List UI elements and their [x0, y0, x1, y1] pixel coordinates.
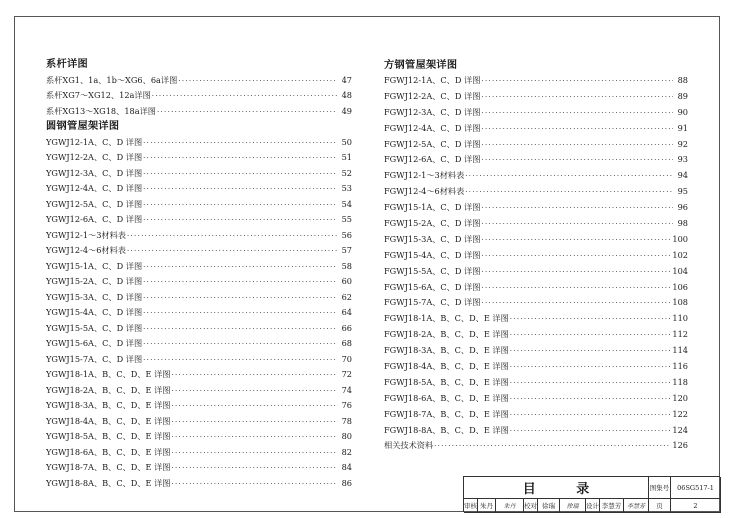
toc-entry-label: YGWJ15-1A、C、D 详图 — [46, 260, 143, 271]
dot-leader — [510, 392, 672, 408]
toc-entry-page: 84 — [341, 462, 352, 472]
toc-entry-page: 66 — [341, 322, 352, 333]
toc-entry-page: 82 — [341, 446, 352, 457]
dot-leader — [143, 213, 337, 229]
toc-entry-label: YGWJ15-7A、C、D 详图 — [46, 353, 143, 364]
toc-entry-page: 104 — [672, 265, 688, 276]
toc-entry-label: YGWJ18-8A、B、C、D、E 详图 — [46, 477, 171, 488]
toc-entry-page: 62 — [341, 291, 352, 302]
toc-entry — [384, 216, 688, 232]
toc-entry-label: YGWJ12-4～6材料表 — [46, 245, 126, 255]
toc-entry — [46, 305, 352, 321]
dot-leader — [143, 306, 337, 322]
toc-entry-page: 74 — [341, 384, 352, 395]
dot-leader — [143, 167, 337, 183]
dot-leader — [143, 260, 337, 276]
dot-leader — [143, 353, 337, 369]
dot-leader — [127, 229, 337, 245]
toc-entry-label: FGWJ12-4～6材料表 — [384, 186, 465, 197]
toc-entry-label: FGWJ12-4A、C、D 详图 — [384, 122, 481, 133]
toc-entry-label: YGWJ12-1～3材料表 — [46, 229, 126, 240]
section-title: 圆钢管屋架详图 — [46, 120, 120, 132]
toc-entry-page: 76 — [341, 400, 352, 410]
toc-entry-page: 94 — [677, 170, 688, 181]
toc-entry-label: YGWJ18-7A、B、C、D、E 详图 — [46, 462, 171, 472]
dot-leader — [172, 415, 338, 431]
toc-entry-page: 91 — [677, 122, 688, 133]
toc-entry-page: 112 — [672, 329, 688, 340]
toc-entry-label: YGWJ18-5A、B、C、D、E 详图 — [46, 431, 171, 441]
toc-entry-label: YGWJ18-1A、B、C、D、E 详图 — [46, 369, 171, 379]
dot-leader — [143, 198, 337, 214]
toc-entry — [46, 367, 352, 383]
toc-entry-page: 49 — [341, 105, 352, 116]
toc-entry — [46, 352, 352, 368]
toc-entry — [46, 321, 352, 337]
toc-entry-label: FGWJ15-4A、C、D 详图 — [384, 249, 481, 260]
toc-entry-label: YGWJ12-5A、C、D 详图 — [46, 198, 143, 209]
dot-leader — [434, 439, 671, 455]
toc-entry — [384, 152, 688, 168]
toc-entry-label: FGWJ18-6A、B、C、D、E 详图 — [384, 392, 509, 403]
toc-entry — [384, 137, 688, 153]
toc-entry-label: YGWJ15-4A、C、D 详图 — [46, 307, 143, 317]
toc-entry — [46, 445, 352, 461]
dot-leader — [143, 322, 337, 338]
toc-entry — [384, 311, 688, 327]
toc-entry — [46, 243, 352, 259]
dot-leader — [172, 477, 338, 493]
dot-leader — [143, 182, 337, 198]
toc-entry-label: FGWJ15-3A、C、D 详图 — [384, 233, 481, 244]
toc-entry-label: FGWJ15-7A、C、D 详图 — [384, 297, 481, 308]
toc-entry — [46, 135, 352, 151]
section-title: 系杆详图 — [46, 58, 88, 70]
toc-entry-page: 48 — [341, 90, 352, 100]
check-label: 校对 — [524, 499, 538, 513]
toc-entry-page: 56 — [341, 229, 352, 240]
toc-entry — [46, 274, 352, 290]
toc-entry-page: 126 — [672, 440, 688, 451]
toc-entry-label: YGWJ15-5A、C、D 详图 — [46, 322, 143, 333]
dot-leader — [172, 446, 338, 462]
toc-entry — [46, 212, 352, 228]
toc-entry-page: 55 — [341, 214, 352, 224]
dot-leader — [172, 399, 338, 415]
toc-entry — [46, 383, 352, 399]
toc-entry-page: 90 — [677, 106, 688, 117]
dot-leader — [481, 106, 673, 122]
toc-entry — [384, 391, 688, 407]
page-number: 2 — [671, 499, 721, 513]
toc-entry-label: FGWJ12-2A、C、D 详图 — [384, 90, 481, 101]
toc-entry — [46, 460, 352, 476]
toc-entry — [46, 290, 352, 306]
dot-leader — [143, 151, 337, 167]
dot-leader — [127, 244, 337, 260]
dot-leader — [172, 368, 338, 384]
dot-leader — [510, 328, 672, 344]
toc-entry-page: 86 — [341, 477, 352, 488]
toc-entry — [384, 375, 688, 391]
toc-right-column — [384, 57, 688, 454]
toc-entry-page: 100 — [672, 233, 688, 244]
dot-leader — [481, 233, 671, 249]
page-label: 页 — [649, 499, 671, 513]
toc-entry-label: YGWJ15-2A、C、D 详图 — [46, 276, 143, 286]
toc-entry-label: FGWJ18-3A、B、C、D、E 详图 — [384, 345, 509, 356]
atlas-number-label: 图集号 — [649, 477, 671, 499]
dot-leader — [143, 291, 337, 307]
toc-entry-label: 系杆XG1、1a、1b～XG6、6a详图 — [46, 74, 178, 85]
toc-entry — [384, 200, 688, 216]
toc-entry-page: 102 — [672, 249, 688, 260]
dot-leader — [481, 153, 673, 169]
toc-entry-page: 53 — [341, 183, 352, 193]
toc-entry-label: YGWJ18-3A、B、C、D、E 详图 — [46, 400, 171, 410]
toc-entry-page: 89 — [677, 90, 688, 101]
toc-entry-label: YGWJ12-1A、C、D 详图 — [46, 136, 143, 147]
toc-entry-page: 106 — [672, 281, 688, 292]
toc-entry — [384, 89, 688, 105]
toc-entry-label: YGWJ12-2A、C、D 详图 — [46, 152, 143, 162]
toc-entry-label: YGWJ15-3A、C、D 详图 — [46, 291, 143, 302]
section-title: 方钢管屋架详图 — [384, 59, 458, 71]
toc-entry-page: 93 — [677, 154, 688, 165]
dot-leader — [481, 122, 673, 138]
design-label: 设计 — [586, 499, 600, 513]
toc-entry — [46, 336, 352, 352]
toc-entry — [46, 398, 352, 414]
toc-entry — [384, 327, 688, 343]
toc-entry-page: 95 — [677, 186, 688, 197]
dot-leader — [143, 275, 337, 291]
toc-entry-label: YGWJ12-6A、C、D 详图 — [46, 214, 143, 224]
toc-entry — [46, 181, 352, 197]
toc-entry-page: 96 — [677, 202, 688, 213]
toc-entry-label: FGWJ12-1～3材料表 — [384, 170, 465, 181]
toc-entry-label: FGWJ18-8A、B、C、D、E 详图 — [384, 424, 509, 435]
toc-entry — [384, 264, 688, 280]
dot-leader — [465, 185, 673, 201]
dot-leader — [510, 376, 672, 392]
toc-entry — [384, 184, 688, 200]
toc-entry-label: FGWJ18-1A、B、C、D、E 详图 — [384, 313, 509, 324]
dot-leader — [172, 461, 338, 477]
toc-entry-label: FGWJ15-2A、C、D 详图 — [384, 218, 481, 229]
toc-entry — [384, 280, 688, 296]
toc-entry-page: 68 — [341, 338, 352, 348]
toc-entry-label: FGWJ15-6A、C、D 详图 — [384, 281, 481, 292]
toc-entry-label: FGWJ18-2A、B、C、D、E 详图 — [384, 329, 509, 340]
dot-leader — [481, 74, 673, 90]
toc-entry-page: 110 — [672, 313, 688, 324]
toc-entry — [384, 438, 688, 454]
toc-entry-label: 系杆XG13～XG18、18a详图 — [46, 105, 156, 116]
dot-leader — [172, 430, 338, 446]
toc-entry — [384, 121, 688, 137]
dot-leader — [510, 344, 672, 360]
toc-entry — [46, 166, 352, 182]
toc-entry-page: 124 — [672, 424, 688, 435]
toc-entry-label: 系杆XG7～XG12、12a详图 — [46, 90, 151, 100]
dot-leader — [157, 105, 337, 121]
toc-entry-page: 78 — [341, 415, 352, 426]
toc-entry-label: FGWJ12-3A、C、D 详图 — [384, 106, 481, 117]
toc-entry-page: 64 — [341, 307, 352, 317]
toc-entry-page: 108 — [672, 297, 688, 308]
dot-leader — [152, 89, 337, 105]
toc-entry-page: 47 — [341, 74, 352, 85]
toc-entry — [384, 232, 688, 248]
check-signature: 徐瑞 — [560, 499, 586, 513]
toc-left-column — [46, 57, 352, 491]
dot-leader — [143, 136, 337, 152]
title-block — [463, 476, 720, 512]
design-name: 李慧芳 — [600, 499, 624, 513]
toc-entry-page: 98 — [677, 218, 688, 229]
toc-entry-page: 70 — [341, 353, 352, 364]
toc-entry-label: YGWJ12-3A、C、D 详图 — [46, 167, 143, 178]
dot-leader — [481, 138, 673, 154]
toc-entry-page: 50 — [341, 136, 352, 147]
toc-entry-label: FGWJ12-1A、C、D 详图 — [384, 75, 481, 85]
toc-entry — [46, 414, 352, 430]
toc-entry — [46, 73, 352, 89]
toc-entry-page: 52 — [341, 167, 352, 178]
toc-entry-label: YGWJ12-4A、C、D 详图 — [46, 183, 143, 193]
dot-leader — [481, 281, 671, 297]
dot-leader — [481, 296, 671, 312]
toc-entry — [384, 168, 688, 184]
toc-entry-label: FGWJ18-5A、B、C、D、E 详图 — [384, 376, 509, 387]
toc-entry-label: FGWJ12-6A、C、D 详图 — [384, 154, 481, 165]
toc-entry-label: FGWJ15-1A、C、D 详图 — [384, 202, 481, 213]
toc-entry-label: YGWJ15-6A、C、D 详图 — [46, 338, 143, 348]
toc-entry — [46, 104, 352, 120]
dot-leader — [510, 360, 672, 376]
toc-entry-page: 118 — [672, 376, 688, 387]
dot-leader — [178, 74, 337, 90]
toc-entry-page: 88 — [677, 75, 688, 85]
dot-leader — [510, 312, 672, 328]
toc-entry — [46, 197, 352, 213]
toc-entry-page: 72 — [341, 369, 352, 379]
toc-entry-label: YGWJ18-6A、B、C、D、E 详图 — [46, 446, 171, 457]
toc-entry — [384, 359, 688, 375]
title-block-title: 目 录 — [464, 477, 649, 499]
toc-entry — [46, 228, 352, 244]
toc-entry-page: 122 — [672, 408, 688, 419]
toc-entry — [384, 423, 688, 439]
review-signature: 朱丹 — [496, 499, 524, 513]
dot-leader — [143, 337, 337, 353]
toc-entry-label: FGWJ12-5A、C、D 详图 — [384, 138, 481, 149]
toc-entry-label: FGWJ18-7A、B、C、D、E 详图 — [384, 408, 509, 419]
toc-entry — [46, 150, 352, 166]
toc-entry-page: 114 — [672, 345, 688, 356]
design-signature: 李慧芳 — [624, 499, 649, 513]
toc-entry — [46, 429, 352, 445]
toc-entry-page: 58 — [341, 260, 352, 271]
toc-entry-label: YGWJ18-4A、B、C、D、E 详图 — [46, 415, 171, 426]
dot-leader — [481, 217, 673, 233]
toc-entry — [384, 295, 688, 311]
dot-leader — [481, 249, 671, 265]
review-label: 审核 — [464, 499, 478, 513]
toc-entry — [384, 407, 688, 423]
toc-entry-page: 51 — [341, 152, 352, 162]
dot-leader — [481, 265, 671, 281]
dot-leader — [465, 169, 673, 185]
review-name: 朱丹 — [478, 499, 496, 513]
toc-entry-page: 120 — [672, 392, 688, 403]
toc-entry-label: 相关技术资料 — [384, 440, 434, 451]
toc-entry-page: 80 — [341, 431, 352, 441]
toc-entry-page: 92 — [677, 138, 688, 149]
toc-entry-page: 60 — [341, 276, 352, 286]
toc-entry-page: 57 — [341, 245, 352, 255]
toc-entry-page: 116 — [672, 361, 688, 372]
toc-entry-label: FGWJ15-5A、C、D 详图 — [384, 265, 481, 276]
dot-leader — [481, 201, 673, 217]
dot-leader — [481, 90, 673, 106]
toc-entry-page: 54 — [341, 198, 352, 209]
toc-entry — [46, 476, 352, 492]
toc-entry — [46, 88, 352, 104]
toc-entry — [384, 248, 688, 264]
dot-leader — [510, 424, 672, 440]
dot-leader — [510, 408, 672, 424]
atlas-number: 06SG517-1 — [671, 477, 721, 499]
toc-entry — [46, 259, 352, 275]
toc-entry — [384, 105, 688, 121]
toc-entry-label: FGWJ18-4A、B、C、D、E 详图 — [384, 361, 509, 372]
toc-entry — [384, 73, 688, 89]
check-name: 徐瑞 — [538, 499, 560, 513]
toc-entry — [384, 343, 688, 359]
dot-leader — [172, 384, 338, 400]
toc-entry-label: YGWJ18-2A、B、C、D、E 详图 — [46, 384, 171, 395]
